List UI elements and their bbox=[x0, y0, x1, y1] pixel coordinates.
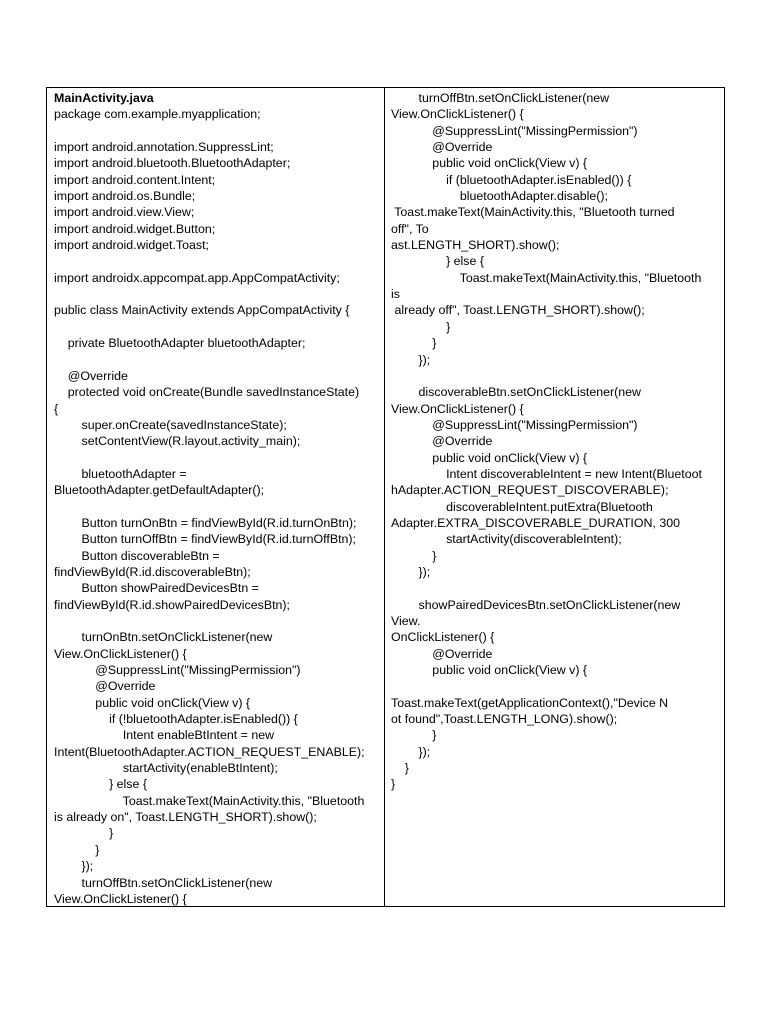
code-line: } bbox=[54, 842, 100, 857]
code-table bbox=[46, 87, 725, 907]
code-line: Intent(BluetoothAdapter.ACTION_REQUEST_ENABLE); bbox=[54, 744, 365, 759]
code-line: bluetoothAdapter.disable(); bbox=[391, 189, 608, 204]
code-line: public void onClick(View v) { bbox=[391, 156, 588, 171]
code-line: if (!bluetoothAdapter.isEnabled()) { bbox=[54, 712, 298, 727]
code-column-right bbox=[385, 88, 724, 906]
code-line: findViewById(R.id.showPairedDevicesBtn); bbox=[54, 597, 290, 612]
code-line: View.OnClickListener() { bbox=[54, 646, 187, 661]
code-line bbox=[54, 613, 384, 629]
code-line: Button turnOnBtn = findViewById(R.id.turnOnBtn); bbox=[54, 515, 357, 530]
code-line: is already on", Toast.LENGTH_SHORT).show(); bbox=[54, 810, 317, 825]
code-line: turnOnBtn.setOnClickListener(new bbox=[54, 630, 273, 645]
code-line: Intent discoverableIntent = new Intent(Bluetoot bbox=[391, 466, 702, 481]
code-line bbox=[391, 368, 724, 384]
code-line: View.OnClickListener() { bbox=[391, 401, 524, 416]
code-line: } bbox=[391, 728, 437, 743]
code-line: } bbox=[391, 336, 437, 351]
code-line bbox=[54, 450, 384, 466]
code-line bbox=[391, 580, 724, 596]
code-line: discoverableIntent.putExtra(Bluetooth bbox=[391, 499, 653, 514]
code-line: @Override bbox=[54, 368, 128, 383]
code-line: Intent enableBtIntent = new bbox=[54, 728, 275, 743]
code-line: Toast.makeText(MainActivity.this, "Bluetooth bbox=[391, 270, 702, 285]
code-line: } else { bbox=[391, 254, 484, 269]
code-line: Toast.makeText(MainActivity.this, "Bluetooth bbox=[54, 793, 365, 808]
code-line: hAdapter.ACTION_REQUEST_DISCOVERABLE); bbox=[391, 483, 669, 498]
code-line: public void onClick(View v) { bbox=[54, 695, 251, 710]
code-line: import androidx.appcompat.app.AppCompatActivity; bbox=[54, 270, 340, 285]
code-line: Toast.makeText(MainActivity.this, "Bluetooth turned bbox=[391, 205, 675, 220]
code-line: if (bluetoothAdapter.isEnabled()) { bbox=[391, 172, 632, 187]
code-line bbox=[54, 319, 384, 335]
code-line: }); bbox=[391, 352, 431, 367]
code-line: @Override bbox=[391, 646, 493, 661]
code-line: Button discoverableBtn = bbox=[54, 548, 220, 563]
code-line: } bbox=[391, 761, 409, 776]
code-line: @SuppressLint("MissingPermission") bbox=[391, 123, 638, 138]
code-line: Adapter.EXTRA_DISCOVERABLE_DURATION, 300 bbox=[391, 515, 680, 530]
code-line: ot found",Toast.LENGTH_LONG).show(); bbox=[391, 712, 618, 727]
code-line: } bbox=[391, 548, 437, 563]
code-line: { bbox=[54, 401, 59, 416]
code-line: import android.annotation.SuppressLint; bbox=[54, 140, 274, 155]
code-line: bluetoothAdapter = bbox=[54, 466, 187, 481]
code-line: View. bbox=[391, 614, 421, 628]
code-line: Toast.makeText(getApplicationContext(),"Device N bbox=[391, 695, 669, 710]
code-line bbox=[54, 286, 384, 302]
code-line bbox=[54, 352, 384, 368]
code-line: startActivity(discoverableIntent); bbox=[391, 532, 622, 547]
code-line: off", To bbox=[391, 221, 429, 236]
code-line: @SuppressLint("MissingPermission") bbox=[391, 417, 638, 432]
code-line: import android.bluetooth.BluetoothAdapter; bbox=[54, 156, 291, 171]
code-line bbox=[391, 678, 724, 694]
code-line: } bbox=[391, 777, 396, 792]
code-line bbox=[54, 253, 384, 269]
code-line: } bbox=[391, 319, 451, 334]
code-line: }); bbox=[391, 564, 431, 579]
code-line bbox=[54, 123, 384, 139]
code-line: BluetoothAdapter.getDefaultAdapter(); bbox=[54, 483, 265, 498]
code-line: super.onCreate(savedInstanceState); bbox=[54, 417, 287, 432]
code-line: } else { bbox=[54, 777, 147, 792]
code-line: @Override bbox=[54, 679, 156, 694]
code-line: import android.os.Bundle; bbox=[54, 189, 196, 204]
code-line: is bbox=[391, 287, 400, 302]
code-line: View.OnClickListener() { bbox=[391, 107, 524, 122]
code-line: View.OnClickListener() { bbox=[54, 891, 187, 906]
code-line: @Override bbox=[391, 434, 493, 449]
code-line: setContentView(R.layout.activity_main); bbox=[54, 434, 301, 449]
code-line: }); bbox=[391, 744, 431, 759]
code-line: public class MainActivity extends AppCompatActivity { bbox=[54, 303, 350, 318]
code-line: import android.widget.Button; bbox=[54, 221, 216, 236]
code-line: ast.LENGTH_SHORT).show(); bbox=[391, 238, 560, 253]
code-line: import android.view.View; bbox=[54, 205, 195, 220]
code-line: public void onClick(View v) { bbox=[391, 450, 588, 465]
code-line: private BluetoothAdapter bluetoothAdapter; bbox=[54, 336, 306, 351]
code-line: OnClickListener() { bbox=[391, 630, 495, 645]
code-line: public void onClick(View v) { bbox=[391, 663, 588, 678]
code-line: }); bbox=[54, 859, 94, 874]
code-line bbox=[54, 499, 384, 515]
code-line: findViewById(R.id.discoverableBtn); bbox=[54, 564, 251, 579]
code-column-left bbox=[47, 88, 385, 906]
code-line: import android.widget.Toast; bbox=[54, 238, 209, 253]
code-line: package com.example.myapplication; bbox=[54, 107, 261, 122]
code-line: showPairedDevicesBtn.setOnClickListener(new bbox=[391, 597, 681, 612]
code-line: } bbox=[54, 826, 114, 841]
code-line: already off", Toast.LENGTH_SHORT).show(); bbox=[391, 303, 645, 318]
code-line: Button showPairedDevicesBtn = bbox=[54, 581, 259, 596]
code-line: Button turnOffBtn = findViewById(R.id.turnOffBtn); bbox=[54, 532, 356, 547]
code-line: import android.content.Intent; bbox=[54, 172, 216, 187]
code-line: protected void onCreate(Bundle savedInstanceState) bbox=[54, 385, 360, 400]
file-title: MainActivity.java bbox=[54, 91, 154, 105]
code-line: discoverableBtn.setOnClickListener(new bbox=[391, 385, 641, 400]
code-line: @SuppressLint("MissingPermission") bbox=[54, 663, 301, 678]
code-line: turnOffBtn.setOnClickListener(new bbox=[54, 875, 273, 890]
code-line: @Override bbox=[391, 140, 493, 155]
code-line: turnOffBtn.setOnClickListener(new bbox=[391, 91, 610, 105]
code-line: startActivity(enableBtIntent); bbox=[54, 761, 278, 776]
